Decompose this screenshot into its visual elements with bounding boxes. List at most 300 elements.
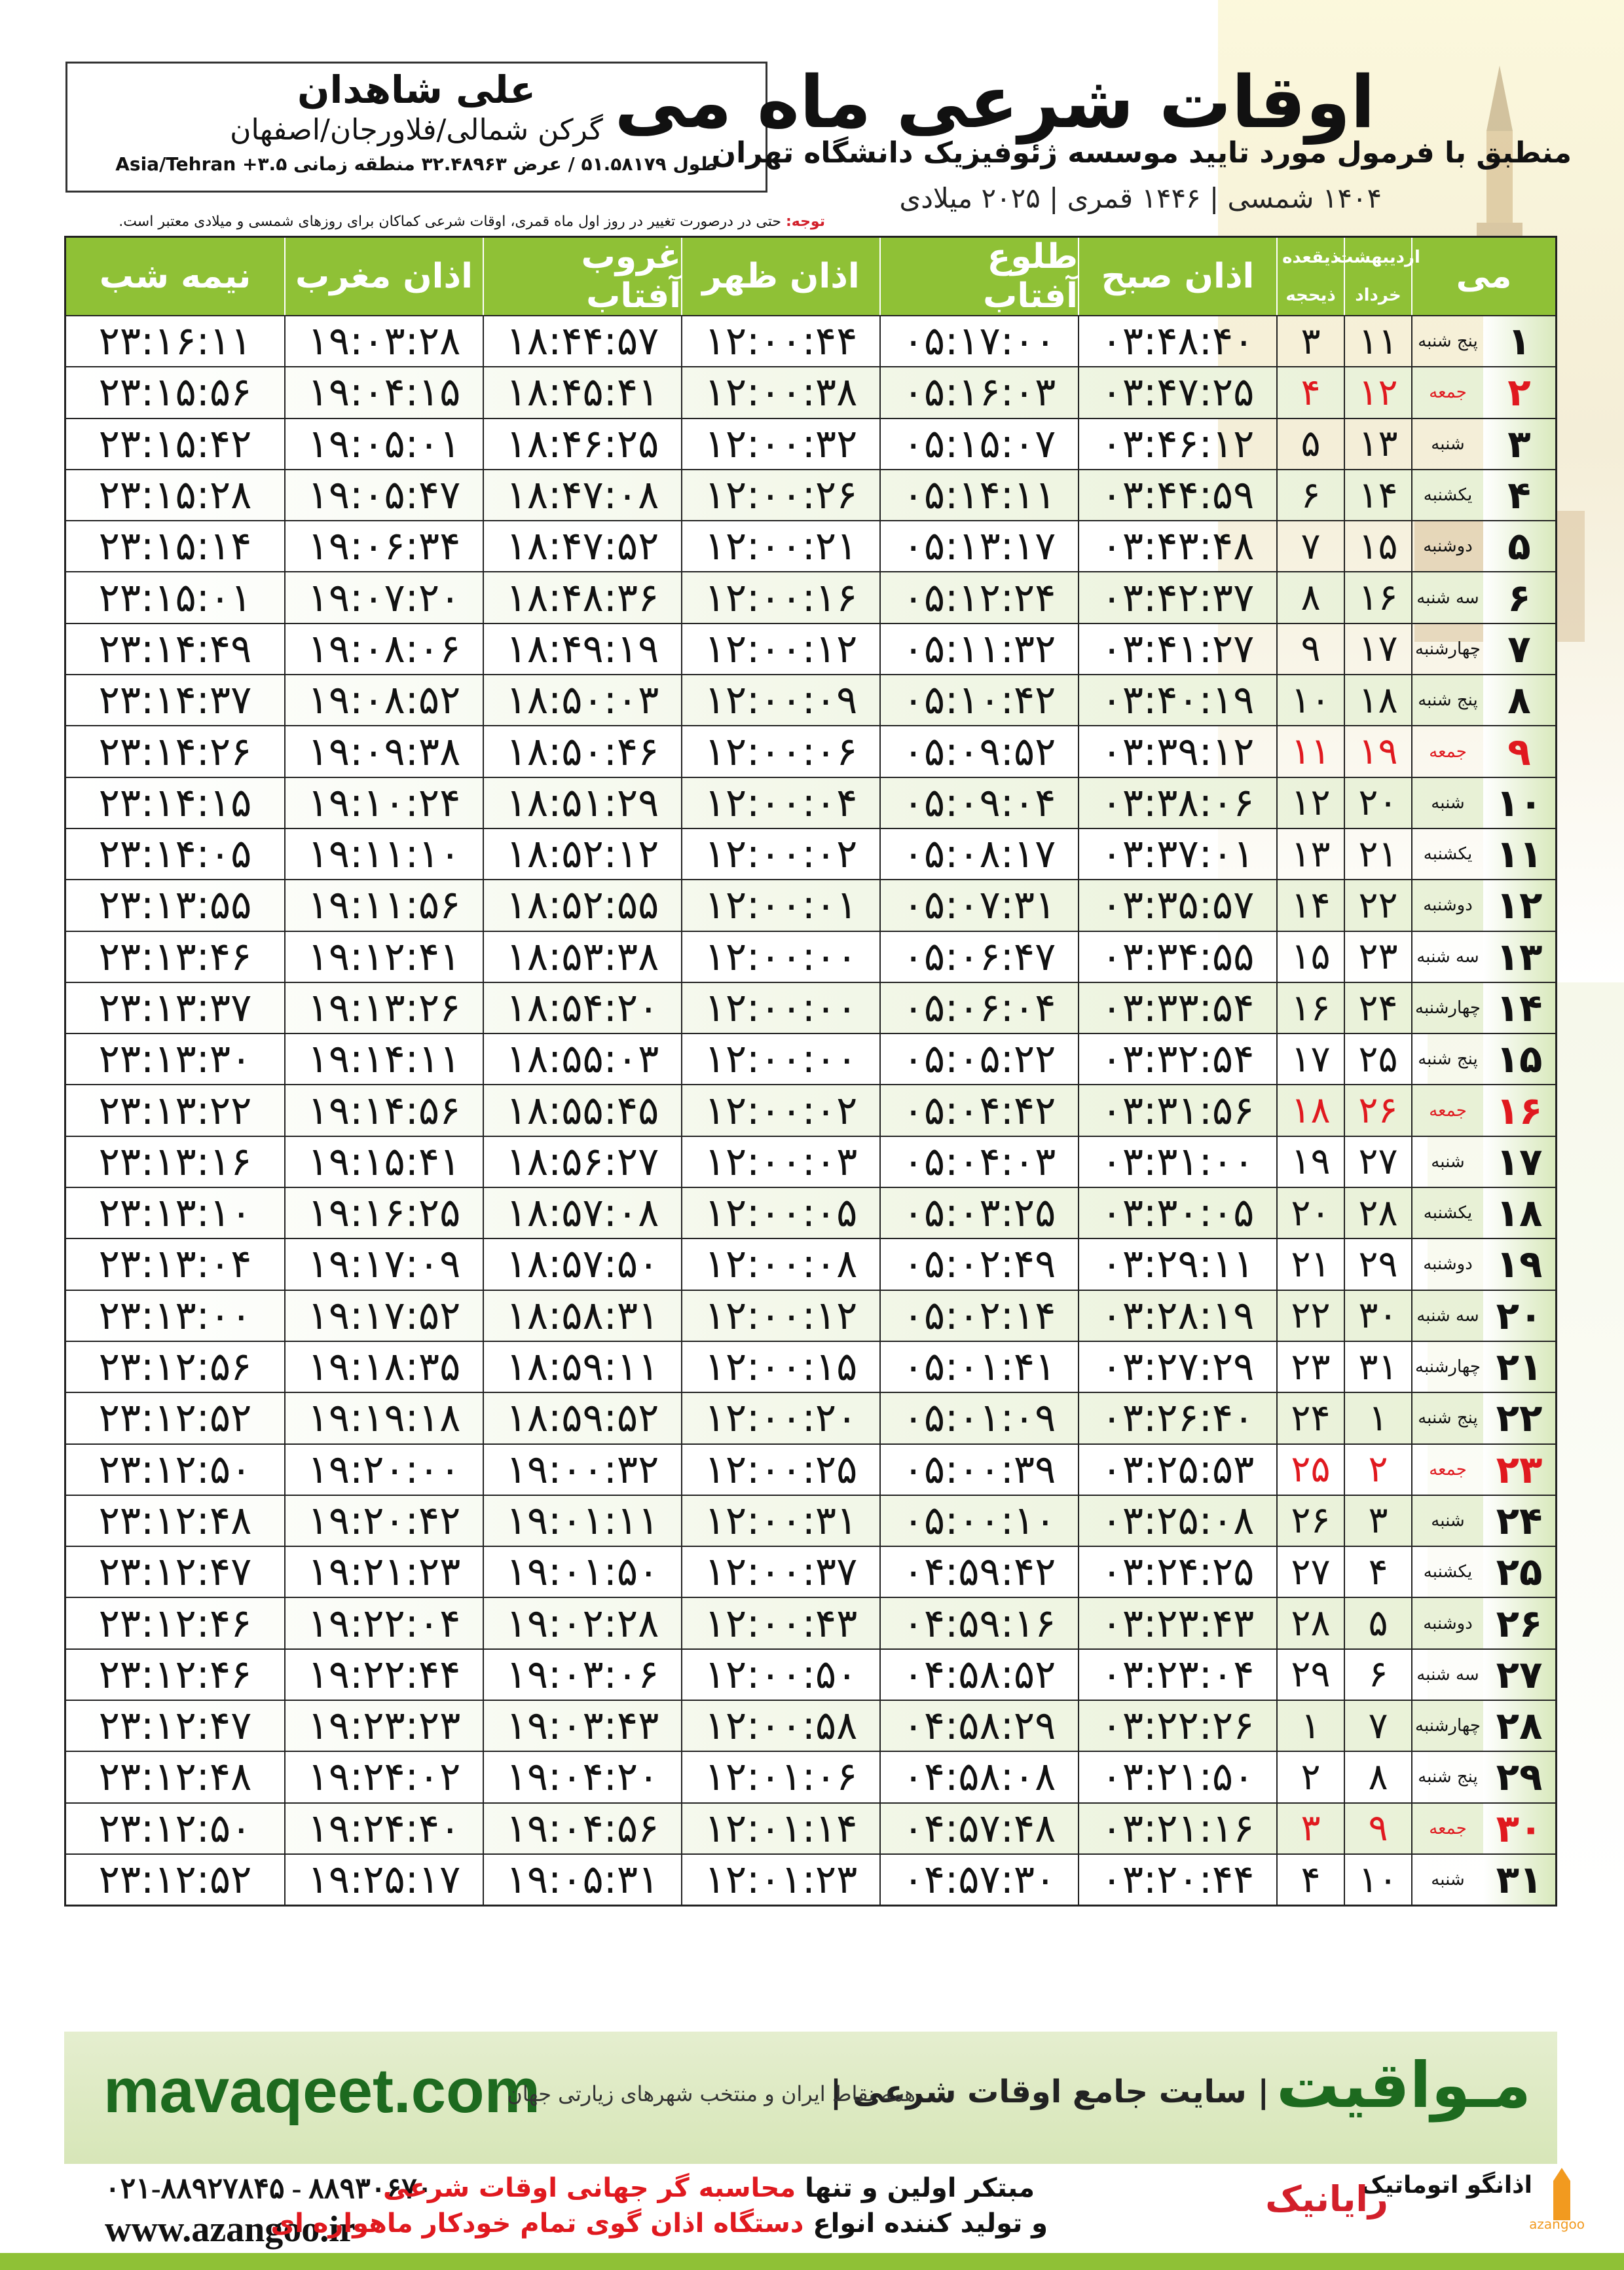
- sunrise-time: ۰۵:۱۱:۳۲: [879, 624, 1078, 674]
- dhuhr-time: ۱۲:۰۰:۵۸: [681, 1701, 879, 1751]
- midnight-time: ۲۳:۱۳:۵۵: [98, 882, 252, 929]
- sunset-time: ۱۹:۰۳:۴۳: [483, 1701, 681, 1751]
- fajr-time: ۰۳:۳۱:۵۶: [1078, 1085, 1276, 1135]
- sunset-time: ۱۸:۴۷:۵۲: [483, 521, 681, 571]
- fajr-time: ۰۳:۲۷:۲۹: [1078, 1342, 1276, 1392]
- midnight-time: ۲۳:۱۲:۵۲: [98, 1395, 252, 1442]
- dhuhr-time: ۱۲:۰۰:۰۰: [681, 1034, 879, 1084]
- midnight-time: ۲۳:۱۲:۵۰: [98, 1446, 252, 1493]
- weekday: شنبه: [1411, 778, 1483, 828]
- day-number: ۲۴: [1483, 1496, 1555, 1546]
- table-row: [66, 1802, 1555, 1853]
- maghrib-time: ۱۹:۰۴:۱۵: [284, 367, 483, 417]
- table-row: [66, 520, 1555, 571]
- weekday: پنج شنبه: [1411, 1393, 1483, 1443]
- qamari-day: ۸: [1276, 572, 1344, 622]
- maghrib-time: ۱۹:۲۱:۲۳: [284, 1547, 483, 1597]
- weekday: سه شنبه: [1411, 572, 1483, 622]
- shamsi-day: ۲۴: [1344, 983, 1411, 1033]
- sunset-time: ۱۹:۰۲:۲۸: [483, 1598, 681, 1648]
- day-number: ۱۷: [1483, 1137, 1555, 1187]
- shamsi-day: ۲۶: [1344, 1085, 1411, 1135]
- table-row: [66, 1290, 1555, 1341]
- midnight-time: ۲۳:۱۳:۰۴: [98, 1241, 252, 1288]
- maghrib-time: ۱۹:۲۲:۰۴: [284, 1598, 483, 1648]
- table-row: [66, 1853, 1555, 1905]
- table-row: [66, 777, 1555, 828]
- weekday: پنج شنبه: [1411, 675, 1483, 725]
- dhuhr-time: ۱۲:۰۰:۱۲: [681, 624, 879, 674]
- weekday: جمعه: [1411, 367, 1483, 417]
- dhuhr-time: ۱۲:۰۰:۲۱: [681, 521, 879, 571]
- shamsi-day: ۲: [1344, 1445, 1411, 1495]
- weekday: سه شنبه: [1411, 1650, 1483, 1700]
- midnight-time: ۲۳:۱۲:۵۶: [98, 1344, 252, 1390]
- rayanik-logo-text: رایانیک: [1265, 2178, 1388, 2220]
- azangoo-logo-text: اذانگو اتوماتیک: [1360, 2172, 1532, 2199]
- day-number: ۳۰: [1483, 1804, 1555, 1853]
- shamsi-day: ۳۱: [1344, 1342, 1411, 1392]
- qamari-day: ۲۴: [1276, 1393, 1344, 1443]
- sunrise-time: ۰۴:۵۹:۴۲: [879, 1547, 1078, 1597]
- sunset-time: ۱۹:۰۳:۰۶: [483, 1650, 681, 1700]
- sunset-time: ۱۸:۵۲:۱۲: [483, 829, 681, 879]
- fajr-time: ۰۳:۲۰:۴۴: [1078, 1855, 1276, 1905]
- dhuhr-time: ۱۲:۰۰:۱۵: [681, 1342, 879, 1392]
- fajr-time: ۰۳:۳۵:۵۷: [1078, 880, 1276, 930]
- weekday: شنبه: [1411, 1137, 1483, 1187]
- table-row: [66, 674, 1555, 725]
- promo-line-2: [270, 2208, 1048, 2239]
- site-url[interactable]: mavaqeet.com: [103, 2056, 540, 2126]
- sunset-time: ۱۸:۵۹:۵۲: [483, 1393, 681, 1443]
- header-shamsi: [1336, 238, 1420, 315]
- qamari-day: ۲۷: [1276, 1547, 1344, 1597]
- dhuhr-time: ۱۲:۰۱:۰۶: [681, 1752, 879, 1802]
- table-row: [66, 1597, 1555, 1648]
- brand-tagline: | سایت جامع اوقات شرعی |: [830, 2074, 1269, 2110]
- weekday: شنبه: [1411, 1496, 1483, 1546]
- qamari-day: ۲۳: [1276, 1342, 1344, 1392]
- midnight-time: ۲۳:۱۴:۱۵: [98, 779, 252, 826]
- sunrise-time: ۰۵:۱۳:۱۷: [879, 521, 1078, 571]
- website-link[interactable]: www.azangoo.ir: [105, 2209, 356, 2250]
- table-row: [66, 725, 1555, 776]
- maghrib-time: ۱۹:۲۴:۴۰: [284, 1804, 483, 1853]
- maghrib-time: ۱۹:۱۶:۲۵: [284, 1188, 483, 1238]
- maghrib-time: ۱۹:۱۴:۵۶: [284, 1085, 483, 1135]
- fajr-time: ۰۳:۲۱:۵۰: [1078, 1752, 1276, 1802]
- sunrise-time: ۰۵:۰۴:۴۲: [879, 1085, 1078, 1135]
- midnight-time: ۲۳:۱۵:۱۴: [98, 523, 252, 570]
- fajr-time: ۰۳:۳۰:۰۵: [1078, 1188, 1276, 1238]
- qamari-day: ۱۲: [1276, 778, 1344, 828]
- day-number: ۲۱: [1483, 1342, 1555, 1392]
- sunset-time: ۱۹:۰۴:۵۶: [483, 1804, 681, 1853]
- shamsi-day: ۱۳: [1344, 419, 1411, 469]
- location-name: علی شاهدان: [297, 67, 536, 112]
- dhuhr-time: ۱۲:۰۱:۲۳: [681, 1855, 879, 1905]
- shamsi-day: ۹: [1344, 1804, 1411, 1853]
- midnight-time: ۲۳:۱۳:۴۶: [98, 933, 252, 980]
- weekday: شنبه: [1411, 1855, 1483, 1905]
- midnight-time: ۲۳:۱۳:۲۲: [98, 1087, 252, 1134]
- dhuhr-time: ۱۲:۰۰:۲۰: [681, 1393, 879, 1443]
- table-row: [66, 623, 1555, 674]
- shamsi-day: ۷: [1344, 1701, 1411, 1751]
- sunrise-time: ۰۵:۱۵:۰۷: [879, 419, 1078, 469]
- maghrib-time: ۱۹:۱۷:۵۲: [284, 1291, 483, 1341]
- midnight-time: ۲۳:۱۵:۲۸: [98, 472, 252, 519]
- header-shamsi-top: اردیبهشت: [1336, 248, 1420, 267]
- maghrib-time: ۱۹:۲۰:۰۰: [284, 1445, 483, 1495]
- weekday: جمعه: [1411, 1804, 1483, 1853]
- table-row: [66, 1238, 1555, 1289]
- sunset-time: ۱۸:۵۳:۳۸: [483, 932, 681, 982]
- sunset-time: ۱۸:۵۱:۲۹: [483, 778, 681, 828]
- sunset-time: ۱۸:۴۸:۳۶: [483, 572, 681, 622]
- sunrise-time: ۰۵:۰۱:۴۱: [879, 1342, 1078, 1392]
- sunrise-time: ۰۴:۵۸:۵۲: [879, 1650, 1078, 1700]
- fajr-time: ۰۳:۲۹:۱۱: [1078, 1239, 1276, 1289]
- sunrise-time: ۰۵:۱۰:۴۲: [879, 675, 1078, 725]
- page-title: اوقات شرعی ماه می: [614, 60, 1375, 144]
- qamari-day: ۱۱: [1276, 726, 1344, 776]
- midnight-time: ۲۳:۱۴:۰۵: [98, 831, 252, 878]
- dhuhr-time: ۱۲:۰۰:۰۱: [681, 880, 879, 930]
- dhuhr-time: ۱۲:۰۰:۰۲: [681, 1085, 879, 1135]
- note-text: حتی در درصورت تغییر در روز اول ماه قمری، اوقات شرعی کماکان برای روزهای شمسی و میلادی معتبر است.: [119, 214, 781, 230]
- sunrise-time: ۰۵:۰۹:۵۲: [879, 726, 1078, 776]
- day-number: ۷: [1483, 624, 1555, 674]
- qamari-day: ۱: [1276, 1701, 1344, 1751]
- fajr-time: ۰۳:۲۸:۱۹: [1078, 1291, 1276, 1341]
- header-maghrib: اذان مغرب: [284, 238, 483, 315]
- midnight-time: ۲۳:۱۳:۰۰: [98, 1292, 252, 1339]
- fajr-time: ۰۳:۳۱:۰۰: [1078, 1137, 1276, 1187]
- fajr-time: ۰۳:۲۴:۲۵: [1078, 1547, 1276, 1597]
- fajr-time: ۰۳:۲۱:۱۶: [1078, 1804, 1276, 1853]
- brand-name: مـواقیت: [1276, 2049, 1531, 2122]
- shamsi-day: ۲۹: [1344, 1239, 1411, 1289]
- sunrise-time: ۰۵:۰۱:۰۹: [879, 1393, 1078, 1443]
- fajr-time: ۰۳:۲۵:۵۳: [1078, 1445, 1276, 1495]
- weekday: دوشنبه: [1411, 880, 1483, 930]
- qamari-day: ۱۰: [1276, 675, 1344, 725]
- shamsi-day: ۱۹: [1344, 726, 1411, 776]
- header-fajr: اذان صبح: [1078, 238, 1276, 315]
- shamsi-day: ۲۰: [1344, 778, 1411, 828]
- midnight-time: ۲۳:۱۶:۱۱: [98, 318, 252, 365]
- dhuhr-time: ۱۲:۰۰:۳۱: [681, 1496, 879, 1546]
- weekday: چهارشنبه: [1411, 1701, 1483, 1751]
- table-body: [66, 315, 1555, 1905]
- maghrib-time: ۱۹:۱۱:۱۰: [284, 829, 483, 879]
- dhuhr-time: ۱۲:۰۱:۱۴: [681, 1804, 879, 1853]
- day-number: ۶: [1483, 572, 1555, 622]
- sunset-time: ۱۸:۵۸:۳۱: [483, 1291, 681, 1341]
- day-number: ۴: [1483, 470, 1555, 520]
- brand-description: همه نقاط ایران و منتخب شهرهای زیارتی جهان: [507, 2081, 915, 2106]
- table-row: [66, 1033, 1555, 1084]
- sunrise-time: ۰۴:۵۷:۳۰: [879, 1855, 1078, 1905]
- day-number: ۲۵: [1483, 1547, 1555, 1597]
- table-row: [66, 1546, 1555, 1597]
- day-number: ۱۰: [1483, 778, 1555, 828]
- weekday: پنج شنبه: [1411, 1034, 1483, 1084]
- fajr-time: ۰۳:۳۳:۵۴: [1078, 983, 1276, 1033]
- maghrib-time: ۱۹:۱۱:۵۶: [284, 880, 483, 930]
- qamari-day: ۱۷: [1276, 1034, 1344, 1084]
- maghrib-time: ۱۹:۲۴:۰۲: [284, 1752, 483, 1802]
- weekday: یکشنبه: [1411, 470, 1483, 520]
- sunset-time: ۱۸:۴۶:۲۵: [483, 419, 681, 469]
- fajr-time: ۰۳:۳۹:۱۲: [1078, 726, 1276, 776]
- fajr-time: ۰۳:۳۸:۰۶: [1078, 778, 1276, 828]
- maghrib-time: ۱۹:۰۷:۲۰: [284, 572, 483, 622]
- table-row: [66, 1700, 1555, 1751]
- shamsi-day: ۲۳: [1344, 932, 1411, 982]
- fajr-time: ۰۳:۴۷:۲۵: [1078, 367, 1276, 417]
- shamsi-day: ۲۸: [1344, 1188, 1411, 1238]
- qamari-day: ۲۸: [1276, 1598, 1344, 1648]
- header-sunrise: طلوع آفتاب: [879, 238, 1078, 315]
- sunrise-time: ۰۵:۰۰:۳۹: [879, 1445, 1078, 1495]
- qamari-day: ۶: [1276, 470, 1344, 520]
- maghrib-time: ۱۹:۰۹:۳۸: [284, 726, 483, 776]
- dhuhr-time: ۱۲:۰۰:۲۵: [681, 1445, 879, 1495]
- table-row: [66, 1136, 1555, 1187]
- day-number: ۲۳: [1483, 1445, 1555, 1495]
- midnight-time: ۲۳:۱۲:۵۰: [98, 1805, 252, 1851]
- midnight-time: ۲۳:۱۴:۳۷: [98, 677, 252, 724]
- weekday: یکشنبه: [1411, 1547, 1483, 1597]
- maghrib-time: ۱۹:۱۰:۲۴: [284, 778, 483, 828]
- dhuhr-time: ۱۲:۰۰:۳۷: [681, 1547, 879, 1597]
- shamsi-day: ۲۵: [1344, 1034, 1411, 1084]
- location-coords: طول ۵۱.۵۸۱۷۹ / عرض ۳۲.۴۸۹۶۳ منطقه زمانی ۳.۵+ Asia/Tehran: [115, 153, 718, 175]
- day-number: ۲۹: [1483, 1752, 1555, 1802]
- shamsi-day: ۱۷: [1344, 624, 1411, 674]
- sunrise-time: ۰۴:۵۹:۱۶: [879, 1598, 1078, 1648]
- fajr-time: ۰۳:۲۲:۲۶: [1078, 1701, 1276, 1751]
- sunrise-time: ۰۵:۰۴:۰۳: [879, 1137, 1078, 1187]
- day-number: ۵: [1483, 521, 1555, 571]
- sunset-time: ۱۸:۴۴:۵۷: [483, 316, 681, 366]
- qamari-day: ۱۳: [1276, 829, 1344, 879]
- header-midnight: نیمه شب: [99, 257, 251, 296]
- promo-line-1-text: مبتکر اولین و تنها: [805, 2173, 1035, 2203]
- table-row: [66, 1751, 1555, 1802]
- qamari-day: ۲۵: [1276, 1445, 1344, 1495]
- weekday: جمعه: [1411, 1445, 1483, 1495]
- day-number: ۲۲: [1483, 1393, 1555, 1443]
- fajr-time: ۰۳:۴۳:۴۸: [1078, 521, 1276, 571]
- dhuhr-time: ۱۲:۰۰:۰۴: [681, 778, 879, 828]
- table-row: [66, 982, 1555, 1033]
- sunrise-time: ۰۴:۵۸:۰۸: [879, 1752, 1078, 1802]
- sunrise-time: ۰۵:۱۷:۰۰: [879, 316, 1078, 366]
- weekday: سه شنبه: [1411, 1291, 1483, 1341]
- table-header: [66, 238, 1555, 315]
- weekday: دوشنبه: [1411, 521, 1483, 571]
- sunrise-time: ۰۵:۰۶:۰۴: [879, 983, 1078, 1033]
- footer-banner: [64, 2032, 1557, 2164]
- day-number: ۲: [1483, 367, 1555, 417]
- qamari-day: ۲۰: [1276, 1188, 1344, 1238]
- table-row: [66, 931, 1555, 982]
- midnight-time: ۲۳:۱۲:۴۶: [98, 1651, 252, 1698]
- shamsi-day: ۴: [1344, 1547, 1411, 1597]
- sunset-time: ۱۸:۵۶:۲۷: [483, 1137, 681, 1187]
- dhuhr-time: ۱۲:۰۰:۴۳: [681, 1598, 879, 1648]
- maghrib-time: ۱۹:۱۹:۱۸: [284, 1393, 483, 1443]
- midnight-time: ۲۳:۱۲:۴۷: [98, 1703, 252, 1749]
- day-number: ۱۶: [1483, 1085, 1555, 1135]
- day-number: ۱۱: [1483, 829, 1555, 879]
- weekday: پنج شنبه: [1411, 316, 1483, 366]
- dhuhr-time: ۱۲:۰۰:۰۰: [681, 983, 879, 1033]
- sunset-time: ۱۸:۵۲:۵۵: [483, 880, 681, 930]
- day-number: ۳۱: [1483, 1855, 1555, 1905]
- sunset-time: ۱۸:۴۹:۱۹: [483, 624, 681, 674]
- table-row: [66, 879, 1555, 930]
- qamari-day: ۲۹: [1276, 1650, 1344, 1700]
- shamsi-day: ۱۱: [1344, 316, 1411, 366]
- page-subtitle: منطبق با فرمول مورد تایید موسسه ژئوفیزیک دانشگاه تهران: [711, 136, 1572, 170]
- midnight-time: ۲۳:۱۳:۳۰: [98, 1036, 252, 1083]
- dhuhr-time: ۱۲:۰۰:۴۴: [681, 316, 879, 366]
- day-number: ۹: [1483, 726, 1555, 776]
- header-dhuhr: اذان ظهر: [681, 238, 879, 315]
- table-row: [66, 571, 1555, 622]
- dhuhr-time: ۱۲:۰۰:۰۹: [681, 675, 879, 725]
- dhuhr-time: ۱۲:۰۰:۰۸: [681, 1239, 879, 1289]
- sunset-time: ۱۹:۰۰:۳۲: [483, 1445, 681, 1495]
- midnight-time: ۲۳:۱۲:۴۶: [98, 1600, 252, 1647]
- sunset-time: ۱۸:۵۰:۴۶: [483, 726, 681, 776]
- qamari-day: ۹: [1276, 624, 1344, 674]
- header-shamsi-bottom: خرداد: [1355, 286, 1401, 305]
- shamsi-day: ۱۸: [1344, 675, 1411, 725]
- weekday: شنبه: [1411, 419, 1483, 469]
- qamari-day: ۲: [1276, 1752, 1344, 1802]
- table-row: [66, 1084, 1555, 1135]
- qamari-day: ۱۴: [1276, 880, 1344, 930]
- dhuhr-time: ۱۲:۰۰:۳۲: [681, 419, 879, 469]
- qamari-day: ۷: [1276, 521, 1344, 571]
- fajr-time: ۰۳:۴۴:۵۹: [1078, 470, 1276, 520]
- midnight-time: ۲۳:۱۳:۱۶: [98, 1138, 252, 1185]
- qamari-day: ۱۹: [1276, 1137, 1344, 1187]
- qamari-day: ۵: [1276, 419, 1344, 469]
- midnight-time: ۲۳:۱۴:۲۶: [98, 728, 252, 775]
- dhuhr-time: ۱۲:۰۰:۳۸: [681, 367, 879, 417]
- qamari-day: ۴: [1276, 367, 1344, 417]
- fajr-time: ۰۳:۴۲:۳۷: [1078, 572, 1276, 622]
- sunset-time: ۱۹:۰۴:۲۰: [483, 1752, 681, 1802]
- azangoo-logo-sub: azangoo: [1529, 2216, 1585, 2232]
- dhuhr-time: ۱۲:۰۰:۱۶: [681, 572, 879, 622]
- qamari-day: ۱۶: [1276, 983, 1344, 1033]
- weekday: دوشنبه: [1411, 1239, 1483, 1289]
- midnight-time: ۲۳:۱۳:۳۷: [98, 985, 252, 1031]
- maghrib-time: ۱۹:۲۰:۴۲: [284, 1496, 483, 1546]
- phone-numbers: ۰۲۱-۸۸۹۲۷۸۴۵ - ۸۸۹۳۰۶۷۰: [105, 2172, 433, 2205]
- shamsi-day: ۶: [1344, 1650, 1411, 1700]
- maghrib-time: ۱۹:۱۴:۱۱: [284, 1034, 483, 1084]
- shamsi-day: ۱۵: [1344, 521, 1411, 571]
- shamsi-day: ۱: [1344, 1393, 1411, 1443]
- sunset-time: ۱۸:۵۵:۴۵: [483, 1085, 681, 1135]
- sunrise-time: ۰۵:۰۲:۴۹: [879, 1239, 1078, 1289]
- dhuhr-time: ۱۲:۰۰:۰۲: [681, 829, 879, 879]
- header-qamari: [1276, 238, 1344, 315]
- qamari-day: ۱۸: [1276, 1085, 1344, 1135]
- table-row: [66, 366, 1555, 417]
- sunset-time: ۱۸:۴۷:۰۸: [483, 470, 681, 520]
- sunset-time: ۱۸:۴۵:۴۱: [483, 367, 681, 417]
- weekday: چهارشنبه: [1411, 1342, 1483, 1392]
- sunrise-time: ۰۴:۵۷:۴۸: [879, 1804, 1078, 1853]
- sunset-time: ۱۸:۵۷:۵۰: [483, 1239, 681, 1289]
- table-row: [66, 1443, 1555, 1495]
- dhuhr-time: ۱۲:۰۰:۰۳: [681, 1137, 879, 1187]
- qamari-day: ۱۵: [1276, 932, 1344, 982]
- dhuhr-time: ۱۲:۰۰:۰۶: [681, 726, 879, 776]
- qamari-day: ۳: [1276, 316, 1344, 366]
- midnight-time: ۲۳:۱۲:۴۸: [98, 1497, 252, 1544]
- sunrise-time: ۰۵:۰۰:۱۰: [879, 1496, 1078, 1546]
- sunset-time: ۱۸:۵۴:۲۰: [483, 983, 681, 1033]
- header-qamari-top: ذیقعده: [1282, 248, 1339, 267]
- table-row: [66, 1648, 1555, 1700]
- shamsi-day: ۱۶: [1344, 572, 1411, 622]
- sunrise-time: ۰۵:۰۳:۲۵: [879, 1188, 1078, 1238]
- weekday: چهارشنبه: [1411, 983, 1483, 1033]
- calendar-years: ۱۴۰۴ شمسی | ۱۴۴۶ قمری | ۲۰۲۵ میلادی: [899, 182, 1382, 214]
- fajr-time: ۰۳:۴۰:۱۹: [1078, 675, 1276, 725]
- midnight-time: ۲۳:۱۴:۴۹: [98, 625, 252, 672]
- maghrib-time: ۱۹:۰۳:۲۸: [284, 316, 483, 366]
- weekday: پنج شنبه: [1411, 1752, 1483, 1802]
- shamsi-day: ۱۰: [1344, 1855, 1411, 1905]
- maghrib-time: ۱۹:۲۲:۴۴: [284, 1650, 483, 1700]
- prayer-times-table: [64, 236, 1557, 1907]
- day-number: ۱۲: [1483, 880, 1555, 930]
- shamsi-day: ۳۰: [1344, 1291, 1411, 1341]
- shamsi-day: ۸: [1344, 1752, 1411, 1802]
- day-number: ۱۵: [1483, 1034, 1555, 1084]
- table-row: [66, 828, 1555, 879]
- day-number: ۱: [1483, 316, 1555, 366]
- weekday: جمعه: [1411, 726, 1483, 776]
- promo-line-2-text: و تولید کننده انواع: [813, 2208, 1048, 2239]
- midnight-time: ۲۳:۱۳:۱۰: [98, 1190, 252, 1237]
- fajr-time: ۰۳:۲۵:۰۸: [1078, 1496, 1276, 1546]
- day-number: ۱۸: [1483, 1188, 1555, 1238]
- dhuhr-time: ۱۲:۰۰:۰۵: [681, 1188, 879, 1238]
- sunset-time: ۱۸:۵۷:۰۸: [483, 1188, 681, 1238]
- qamari-day: ۲۲: [1276, 1291, 1344, 1341]
- day-number: ۱۳: [1483, 932, 1555, 982]
- shamsi-day: ۲۲: [1344, 880, 1411, 930]
- sunset-time: ۱۸:۵۰:۰۳: [483, 675, 681, 725]
- table-row: [66, 1392, 1555, 1443]
- day-number: ۲۷: [1483, 1650, 1555, 1700]
- sunset-time: ۱۹:۰۱:۵۰: [483, 1547, 681, 1597]
- fajr-time: ۰۳:۴۸:۴۰: [1078, 316, 1276, 366]
